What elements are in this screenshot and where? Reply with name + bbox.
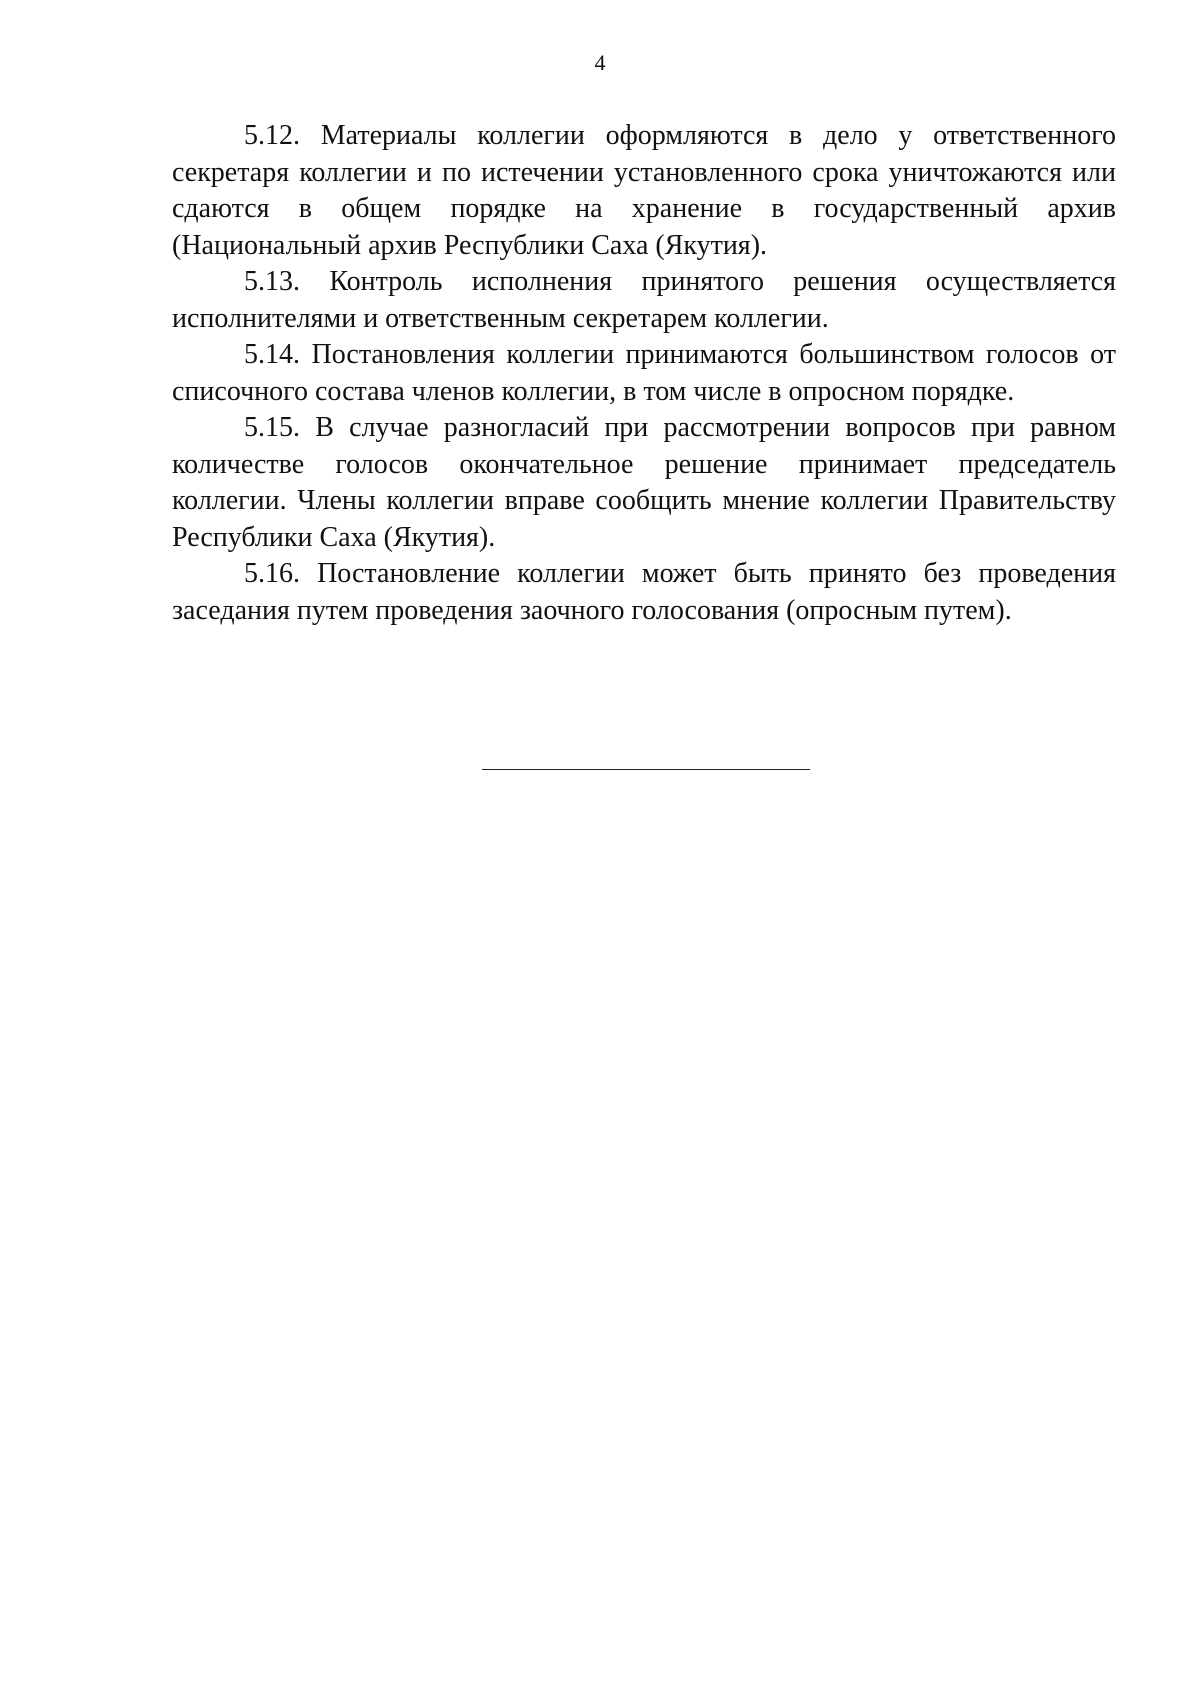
paragraph-5-13: 5.13. Контроль исполнения принятого решения осуществляется исполнителями и ответственным секретарем коллегии. bbox=[172, 266, 1116, 334]
paragraph-5-12: 5.12. Материалы коллегии оформляются в дело у ответственного секретаря коллегии и по истечении установленного срока уничтожаются или сдаются в общем порядке на хранение в государственный архив (Национальный архив Республики Саха (Якутия). bbox=[172, 120, 1116, 261]
paragraph-5-15: 5.15. В случае разногласий при рассмотрении вопросов при равном количестве голосов окончательное решение принимает председатель коллегии. Члены коллегии вправе сообщить мнение коллегии Правительству Республики Саха (Якутия). bbox=[172, 412, 1116, 553]
paragraph-5-14: 5.14. Постановления коллегии принимаются большинством голосов от списочного состава членов коллегии, в том числе в опросном порядке. bbox=[172, 339, 1116, 407]
paragraph-5-16: 5.16. Постановление коллегии может быть принято без проведения заседания путем проведения заочного голосования (опросным путем). bbox=[172, 558, 1116, 626]
end-separator-line bbox=[482, 769, 810, 770]
document-body bbox=[172, 118, 1116, 629]
page-number: 4 bbox=[594, 50, 606, 75]
